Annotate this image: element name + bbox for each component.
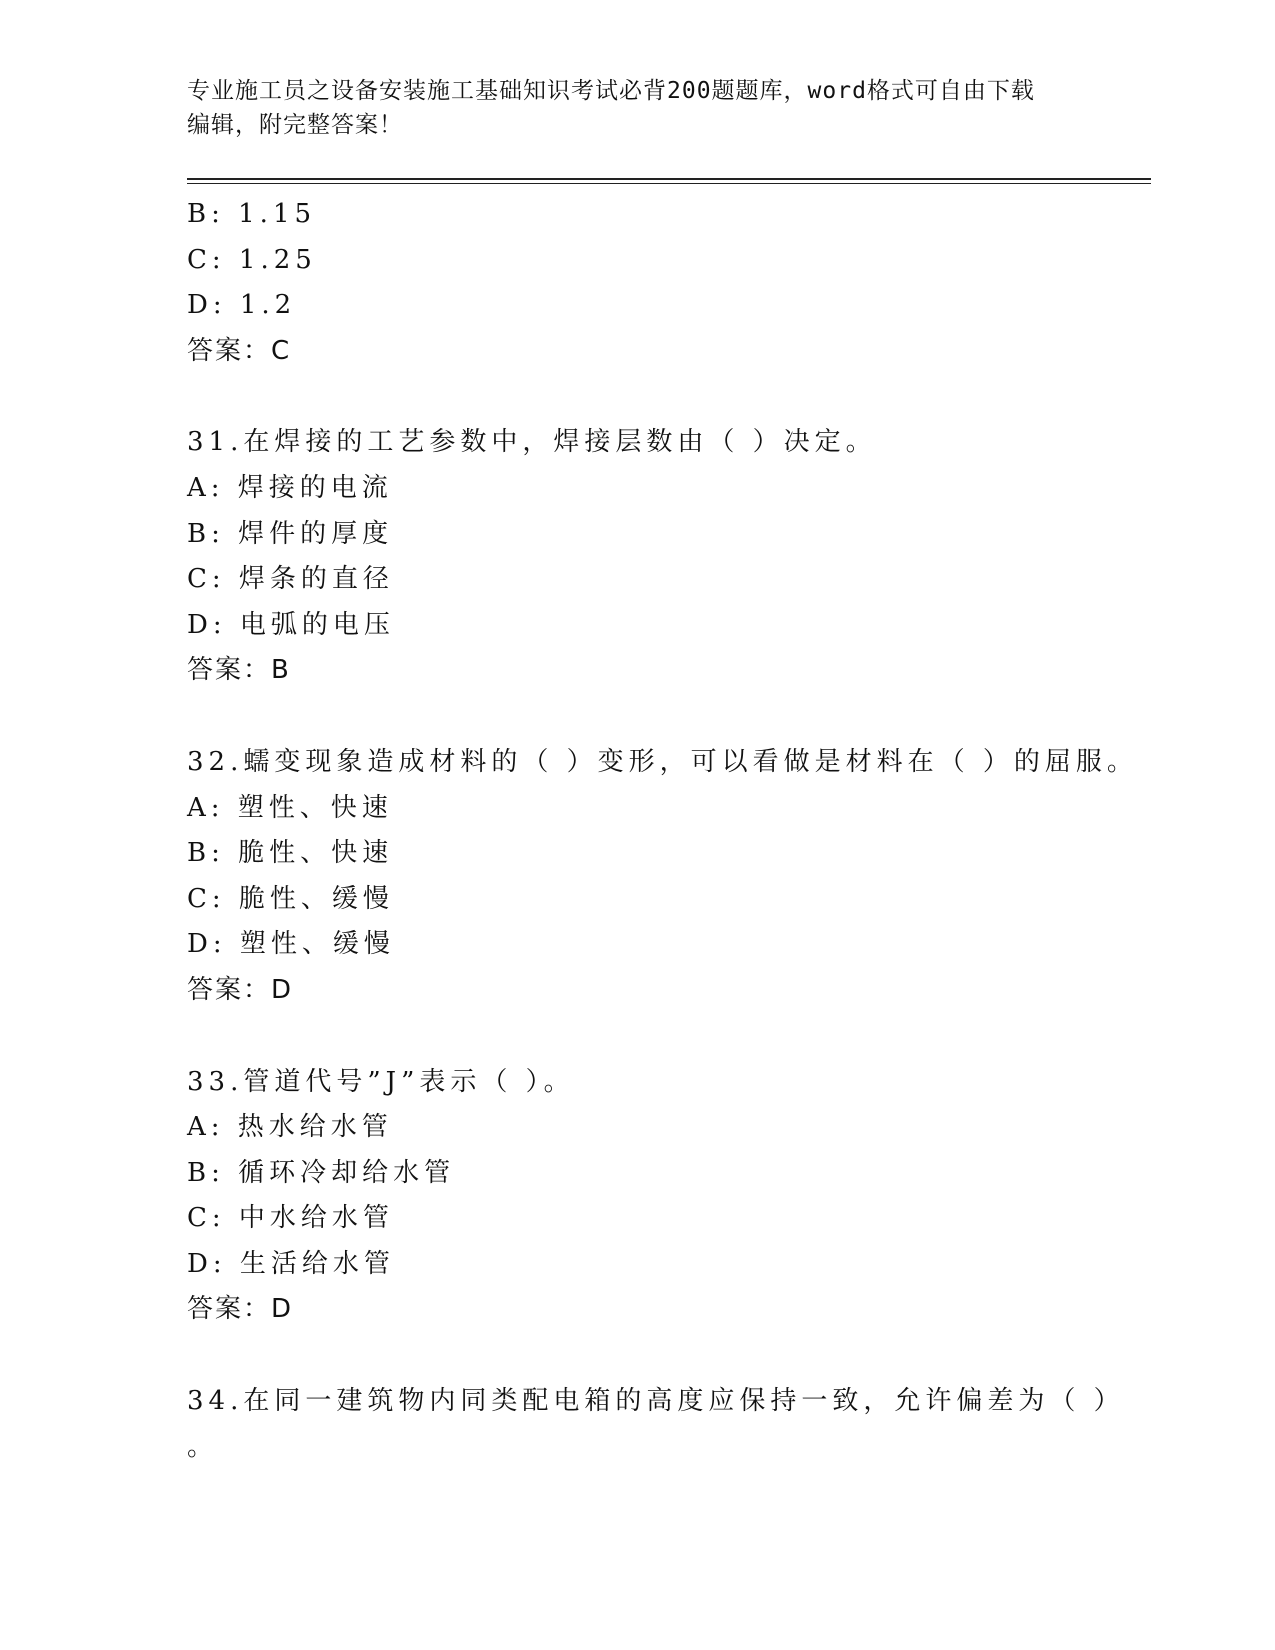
spacer [187,1333,1151,1379]
question-32 [187,740,1151,1014]
document-header [187,74,1087,142]
answer: 答案：D [187,1294,294,1325]
answer: 答案：D [187,974,294,1005]
option-d: D: 塑性、缓慢 [187,929,395,960]
question-33 [187,1060,1151,1334]
question-30-continued [187,192,1151,374]
option-b: B: 循环冷却给水管 [187,1157,456,1188]
answer: 答案：B [187,655,291,686]
question-34 [187,1379,1151,1470]
question-stem: 32.蠕变现象造成材料的（ ）变形，可以看做是材料在（ ）的屈服。 [187,746,1138,777]
option-b: B: 焊件的厚度 [187,518,394,549]
question-stem: 33.管道代号”J”表示（ ）。 [187,1066,575,1097]
spacer [187,694,1151,740]
header-divider-thin [187,183,1151,184]
option-b: B: 1.15 [187,199,317,229]
spacer [187,1014,1151,1060]
spacer [187,374,1151,420]
option-c: C: 1.25 [187,244,317,275]
question-31 [187,420,1151,694]
option-b: B: 脆性、快速 [187,838,394,869]
option-c: C: 脆性、缓慢 [187,883,394,914]
option-d: D: 生活给水管 [187,1248,395,1279]
question-list [187,192,1151,1470]
option-a: A: 焊接的电流 [187,472,393,503]
header-title-line-2: 编辑，附完整答案！ [187,112,403,138]
option-c: C: 中水给水管 [187,1203,394,1234]
option-d: D: 电弧的电压 [187,609,395,640]
answer: 答案：C [187,335,292,366]
option-c: C: 焊条的直径 [187,564,394,595]
option-a: A: 塑性、快速 [187,792,393,823]
question-stem-wrap: 。 [187,1431,219,1462]
option-d: D: 1.2 [187,290,297,321]
question-stem: 34.在同一建筑物内同类配电箱的高度应保持一致，允许偏差为（ ） [187,1386,1125,1417]
header-divider-thick [187,178,1151,180]
option-a: A: 热水给水管 [187,1112,393,1143]
question-stem: 31.在焊接的工艺参数中，焊接层数由（ ）决定。 [187,427,877,458]
header-title-line-1: 专业施工员之设备安装施工基础知识考试必背200题题库，word格式可自由下载 [187,78,1035,104]
